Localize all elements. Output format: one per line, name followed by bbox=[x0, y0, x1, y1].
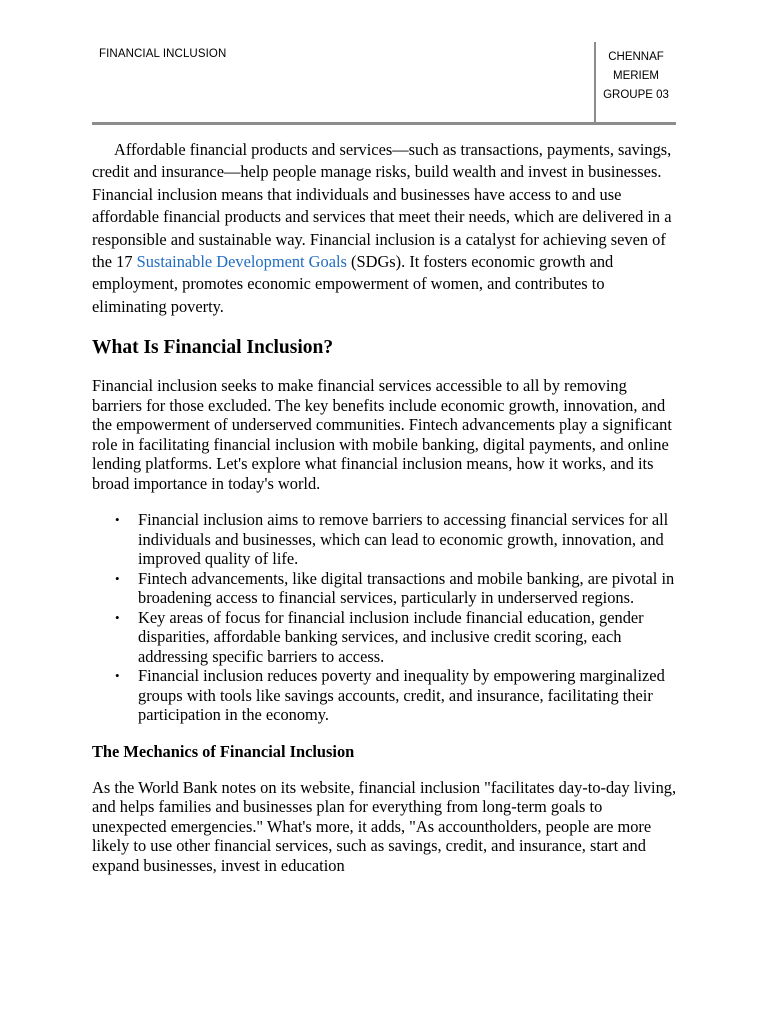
header-author-block bbox=[596, 48, 676, 105]
header-author-first: CHENNAF bbox=[608, 51, 664, 63]
list-item bbox=[115, 666, 680, 725]
section2-paragraph: As the World Bank notes on its website, financial inclusion "facilitates day-to-day living, and helps families and businesses plan for everything from long-term goals to unexpected emergencies." What's more, it adds, "As accountholders, people are more likely to use other financial services, such as savings, credit, and insurance, start and expand businesses, invest in education bbox=[92, 777, 677, 875]
header-document-title: FINANCIAL INCLUSION bbox=[99, 48, 227, 60]
list-item-text: Financial inclusion reduces poverty and inequality by empowering marginalized groups with tools like savings accounts, credit, and insurance, facilitating their participation in the economy. bbox=[138, 666, 665, 725]
section-heading-what-is: What Is Financial Inclusion? bbox=[92, 337, 334, 359]
bullet-dot: • bbox=[115, 570, 120, 586]
section1-paragraph: Financial inclusion seeks to make financial services accessible to all by removing barriers for those excluded. The key benefits include economic growth, innovation, and the empowerment of underserved communities. Fintech advancements play a significant role in facilitating financial inclusion with mobile banking, digital payments, and online lending platforms. Let's explore what financial inclusion means, how it works, and its broad importance in today's world. bbox=[92, 376, 672, 493]
header-group: GROUPE 03 bbox=[603, 89, 669, 101]
section-heading-mechanics: The Mechanics of Financial Inclusion bbox=[92, 741, 355, 761]
list-item bbox=[115, 607, 680, 667]
sdg-link[interactable]: Sustainable Development Goals bbox=[136, 252, 347, 272]
key-takeaways-list bbox=[92, 510, 680, 725]
bullet-dot: • bbox=[115, 512, 120, 528]
bullet-dot: • bbox=[115, 609, 120, 625]
list-item-text: Key areas of focus for financial inclusion include financial education, gender disparities, affordable banking services, and inclusive credit scoring, each addressing specific barriers to access. bbox=[138, 607, 644, 666]
intro-text-after-link: (SDGs). It fosters economic growth and employment, promotes economic empowerment of women, and contributes to eliminating poverty. bbox=[92, 252, 614, 316]
intro-paragraph bbox=[92, 139, 680, 318]
document-body bbox=[92, 139, 680, 875]
header-author-last: MERIEM bbox=[613, 70, 659, 82]
page-header bbox=[92, 42, 676, 125]
list-item-text: Fintech advancements, like digital transactions and mobile banking, are pivotal in broadening access to financial services, particularly in underserved regions. bbox=[138, 568, 675, 608]
bullet-dot: • bbox=[115, 668, 120, 684]
list-item bbox=[115, 568, 680, 608]
list-item bbox=[115, 510, 680, 569]
intro-text-before-link: Affordable financial products and services—such as transactions, payments, savings, credit and insurance—help people manage risks, build wealth and invest in businesses. Financial inclusion means that individuals and businesses have access to and use affordable financial products and services that meet their needs, which are delivered in a responsible and sustainable way. Financial inclusion is a catalyst for achieving seven of the 17 bbox=[92, 140, 672, 272]
list-item-text: Financial inclusion aims to remove barriers to accessing financial services for all individuals and businesses, which can lead to economic growth, innovation, and improved quality of life. bbox=[138, 510, 669, 569]
